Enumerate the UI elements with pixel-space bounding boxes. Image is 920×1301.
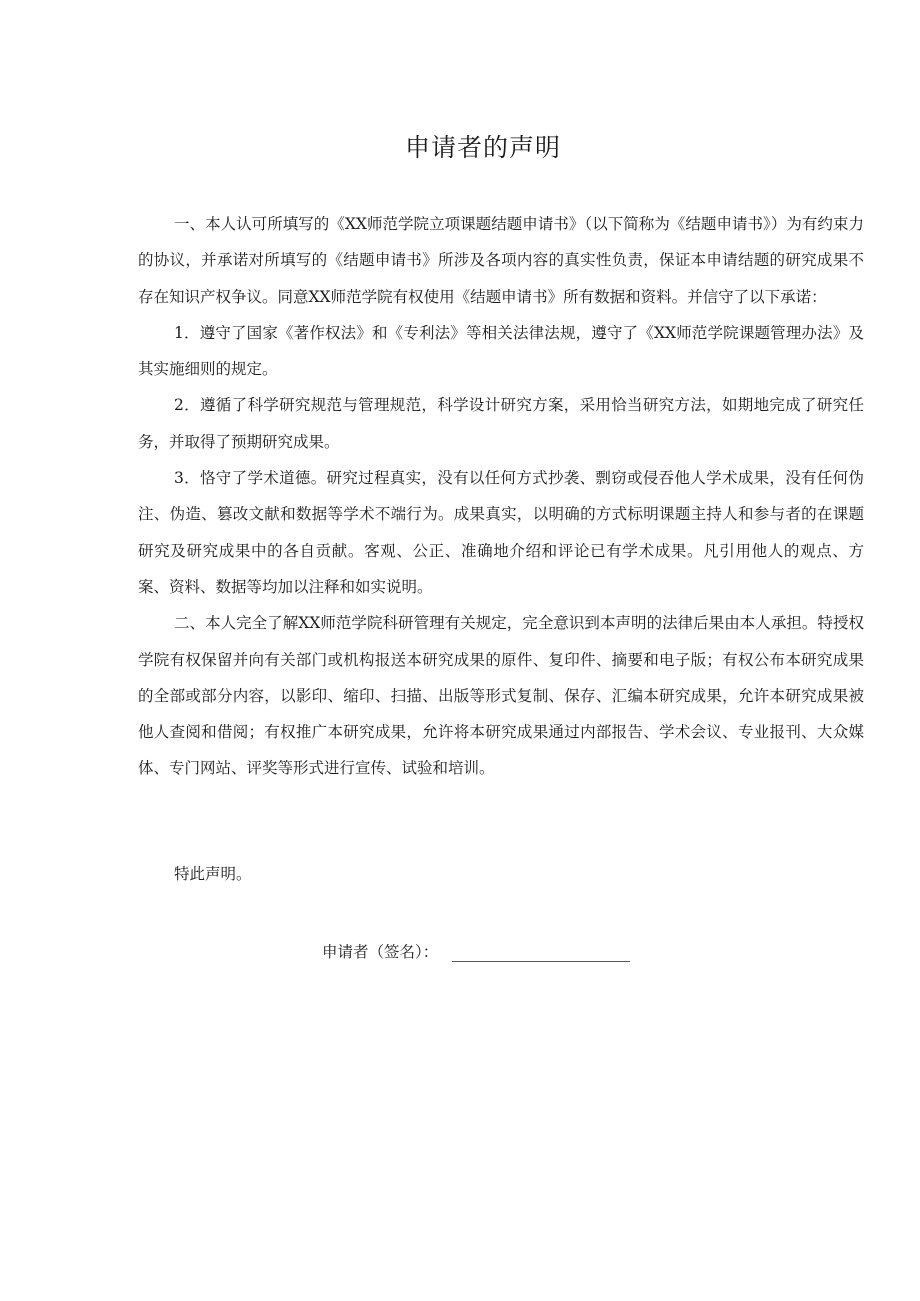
- paragraph-commitment-1: 1．遵守了国家《著作权法》和《专利法》等相关法律法规，遵守了《XX师范学院课题管理办法》及其实施细则的规定。: [138, 323, 864, 379]
- paragraph-commitment-3: 3．恪守了学术道德。研究过程真实，没有以任何方式抄袭、剽窃或侵吞他人学术成果，没有任何伪注、伪造、篡改文献和数据等学术不端行为。成果真实，以明确的方式标明课题主持人和参与者的在课题研究及研究成果中的各自贡献。客观、公正、准确地介绍和评论已有学术成果。凡引用他人的观点、方案、资料、数据等均加以注释和如实说明。: [138, 469, 864, 596]
- signature-line: [452, 943, 630, 962]
- paragraph-authorization: 二、本人完全了解XX师范学院科研管理有关规定，完全意识到本声明的法律后果由本人承担。特授权学院有权保留并向有关部门或机构报送本研究成果的原件、复印件、摘要和电子版；有权公布本研究成果的全部或部分内容，以影印、缩印、扫描、出版等形式复制、保存、汇编本研究成果，允许本研究成果被他人查阅和借阅；有权推广本研究成果，允许将本研究成果通过内部报告、学术会议、专业报刊、大众媒体、专门网站、评奖等形式进行宣传、试验和培训。: [138, 614, 864, 778]
- signature-label: 申请者（签名）：: [322, 943, 439, 961]
- declaration-body: [138, 206, 864, 787]
- closing-statement: 特此声明。: [174, 865, 252, 883]
- signature-block: [322, 940, 630, 962]
- paragraph-acknowledgement: 一、本人认可所填写的《XX师范学院立项课题结题申请书》（以下简称为《结题申请书》）为有约束力的协议，并承诺对所填写的《结题申请书》所涉及各项内容的真实性负责，保证本申请结题的研究成果不存在知识产权争议。同意XX师范学院有权使用《结题申请书》所有数据和资料。并信守了以下承诺：: [138, 215, 864, 306]
- paragraph-commitment-2: 2．遵循了科学研究规范与管理规范，科学设计研究方案，采用恰当研究方法，如期地完成了研究任务，并取得了预期研究成果。: [138, 396, 864, 451]
- page-title: 申请者的声明: [404, 133, 561, 162]
